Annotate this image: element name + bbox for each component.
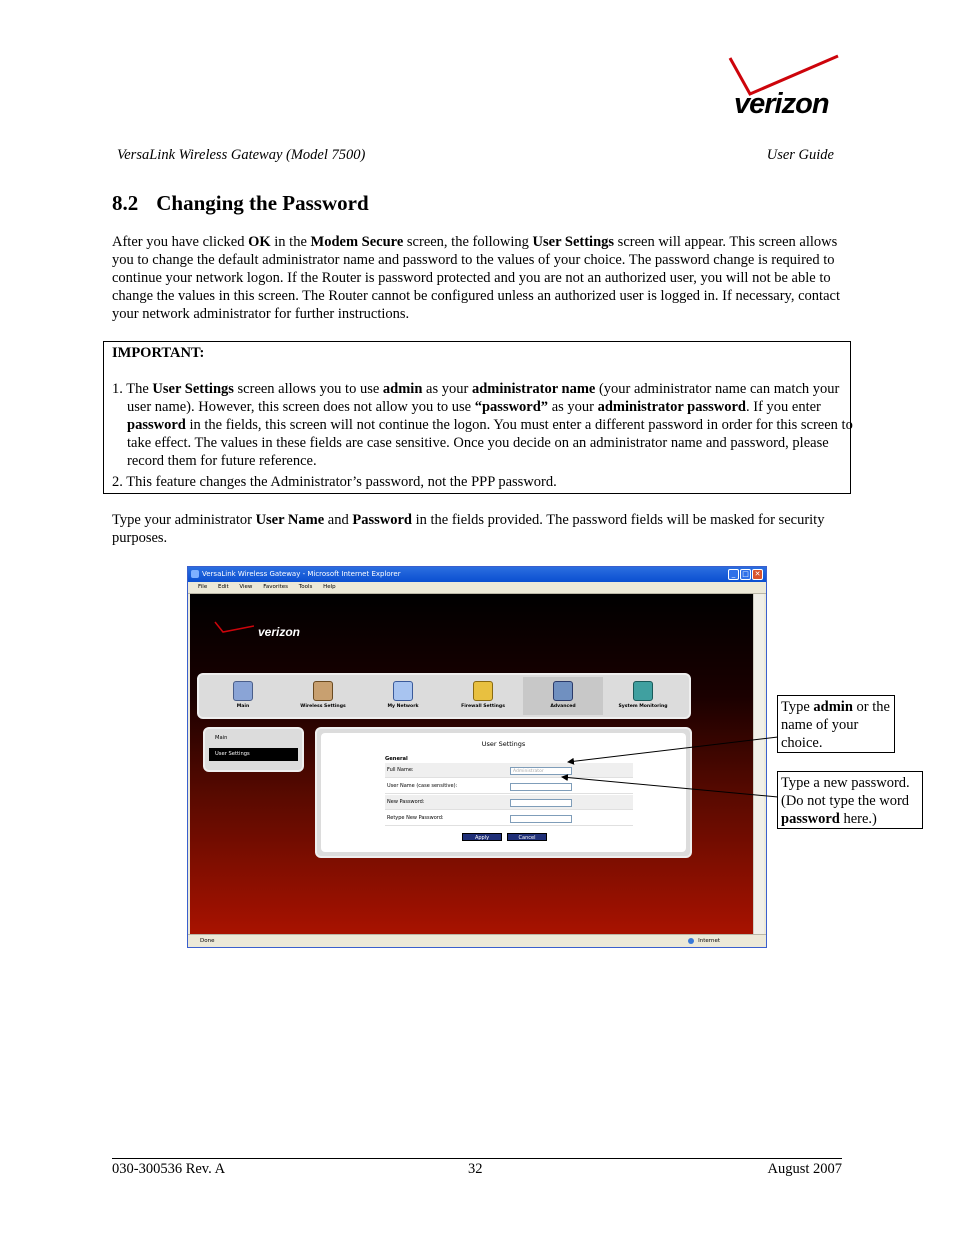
full-name-row	[385, 763, 633, 778]
ie-icon	[191, 570, 199, 578]
type-user-name: User Name	[255, 512, 325, 528]
user-name-input[interactable]	[510, 783, 572, 791]
intro-user-settings: User Settings	[532, 234, 615, 250]
item-bold: password	[127, 417, 186, 433]
footer-date: August 2007	[767, 1161, 842, 1177]
item-text: screen allows you to use	[233, 381, 383, 397]
nav-my-network[interactable]	[363, 677, 443, 715]
router-icon	[313, 681, 333, 701]
doc-type: User Guide	[766, 147, 834, 163]
globe-icon	[688, 938, 694, 944]
user-name-row	[385, 779, 633, 794]
important-heading	[112, 344, 204, 362]
apply-button[interactable]: Apply	[462, 833, 502, 841]
intro-text: screen, the following	[403, 234, 533, 250]
callout-text: here.)	[839, 811, 877, 827]
item-bold: admin	[382, 381, 423, 397]
important-box	[103, 341, 851, 494]
new-password-row	[385, 795, 633, 810]
page-logo	[214, 620, 314, 642]
top-nav	[197, 673, 691, 719]
nav-system-monitoring[interactable]	[603, 677, 683, 715]
menu-help[interactable]: Help	[323, 584, 336, 590]
item-text: 1. The	[112, 381, 153, 397]
doc-title: VersaLink Wireless Gateway (Model 7500)	[117, 147, 366, 163]
left-menu-user-settings[interactable]: User Settings	[209, 748, 298, 761]
item-text: as your	[422, 381, 472, 397]
left-menu	[203, 727, 304, 772]
nav-advanced[interactable]	[523, 677, 603, 715]
retype-password-row	[385, 811, 633, 826]
panel-title: User Settings	[481, 740, 526, 748]
footer-page-number: 32	[468, 1161, 483, 1177]
browser-statusbar	[188, 934, 766, 947]
new-password-label: New Password:	[387, 799, 425, 805]
vertical-scrollbar[interactable]	[753, 594, 764, 934]
section-title: Changing the Password	[156, 191, 369, 215]
footer-docnum: 030-300536 Rev. A	[112, 1161, 226, 1177]
type-password: Password	[352, 512, 412, 528]
intro-text: screen will appear. This screen allows you to change the default administrator name and password to the values of your choice. The password change is required to continue your network logon. If the Router is password protected and you are not an authorized user, you will not be able to change the values in this screen. The Router cannot be configured unless an authorized user is logged in. If necessary, contact your network administrator for further instructions.	[112, 234, 840, 322]
footer-rule	[112, 1158, 842, 1159]
callout-bold: password	[781, 811, 840, 827]
type-paragraph	[112, 511, 840, 547]
verizon-check-icon	[214, 620, 254, 636]
full-name-input[interactable]: Administrator	[510, 767, 572, 775]
browser-titlebar	[188, 567, 766, 582]
user-settings-panel	[315, 727, 692, 858]
intro-text: After you have clicked	[112, 234, 249, 250]
new-password-input[interactable]	[510, 799, 572, 807]
retype-password-input[interactable]	[510, 815, 572, 823]
callout-text: or the name of your choice.	[781, 699, 890, 751]
nav-main[interactable]	[203, 677, 283, 715]
menu-file[interactable]: File	[198, 584, 208, 590]
nav-wireless[interactable]	[283, 677, 363, 715]
intro-ok: OK	[248, 234, 271, 250]
callout-password	[777, 771, 923, 829]
logo-wordmark: verizon	[734, 88, 829, 120]
important-item-1	[112, 380, 855, 470]
callout-admin	[777, 695, 895, 753]
item-text: (your administrator name can match your user name). However, this screen does not allow you to use	[127, 381, 840, 415]
item-text: in the fields, this screen will not continue the logon. You must enter a different password in order for this screen to take effect. The values in these fields are case sensitive. Once you decide on an administrator name and password, please record them for future reference.	[127, 417, 853, 469]
intro-paragraph	[112, 233, 840, 323]
minimize-icon[interactable]: _	[728, 569, 739, 580]
type-text: and	[324, 512, 353, 528]
nav-label: Advanced	[550, 704, 576, 709]
type-text: Type your administrator	[112, 512, 256, 528]
window-title: VersaLink Wireless Gateway - Microsoft Internet Explorer	[202, 570, 401, 578]
advanced-icon	[553, 681, 573, 701]
left-menu-main[interactable]: Main	[215, 735, 228, 741]
callout-bold: admin	[813, 699, 853, 715]
section-number: 8.2	[112, 191, 139, 215]
nav-label: Wireless Settings	[300, 704, 346, 709]
nav-label: Firewall Settings	[461, 704, 505, 709]
item-bold: administrator name	[471, 381, 596, 397]
browser-screenshot	[187, 566, 767, 948]
type-text: in the fields provided. The password fields will be masked for security purposes.	[112, 512, 825, 546]
group-label: General	[385, 756, 408, 762]
user-name-label: User Name (case sensitive):	[387, 783, 458, 789]
item-bold: administrator password	[597, 399, 746, 415]
firewall-icon	[473, 681, 493, 701]
callout-text: Type	[781, 699, 814, 715]
panel-inner	[321, 733, 686, 852]
important-item-2: 2. This feature changes the Administrator’s password, not the PPP password.	[112, 474, 557, 490]
page-viewport	[190, 594, 756, 934]
menu-edit[interactable]: Edit	[217, 584, 229, 590]
item-text: as your	[548, 399, 598, 415]
monitor-icon	[633, 681, 653, 701]
full-name-label: Full Name:	[387, 767, 414, 773]
network-icon	[393, 681, 413, 701]
intro-text: in the	[270, 234, 311, 250]
nav-label: My Network	[387, 704, 419, 709]
section-heading	[112, 191, 369, 216]
menu-favorites[interactable]: Favorites	[263, 584, 289, 590]
status-done: Done	[200, 938, 215, 944]
verizon-logo	[728, 54, 840, 124]
item-bold: User Settings	[152, 381, 234, 397]
maximize-icon[interactable]: □	[740, 569, 751, 580]
menu-tools[interactable]: Tools	[298, 584, 313, 590]
close-icon[interactable]: ✕	[752, 569, 763, 580]
item-text: . If you enter	[745, 399, 821, 415]
status-zone: Internet	[698, 938, 720, 944]
intro-modem-secure: Modem Secure	[310, 234, 404, 250]
nav-label: Main	[236, 704, 250, 709]
item-bold: “password”	[474, 399, 549, 415]
nav-label: System Monitoring	[618, 704, 668, 709]
cancel-button[interactable]: Cancel	[507, 833, 547, 841]
retype-password-label: Retype New Password:	[387, 815, 444, 821]
page-logo-text: verizon	[258, 625, 301, 639]
calendar-icon	[233, 681, 253, 701]
callout-text: Type a new password. (Do not type the word	[781, 775, 910, 809]
menu-view[interactable]: View	[239, 584, 253, 590]
browser-menubar	[188, 582, 766, 594]
nav-firewall[interactable]	[443, 677, 523, 715]
important-heading-text: IMPORTANT:	[112, 345, 205, 361]
